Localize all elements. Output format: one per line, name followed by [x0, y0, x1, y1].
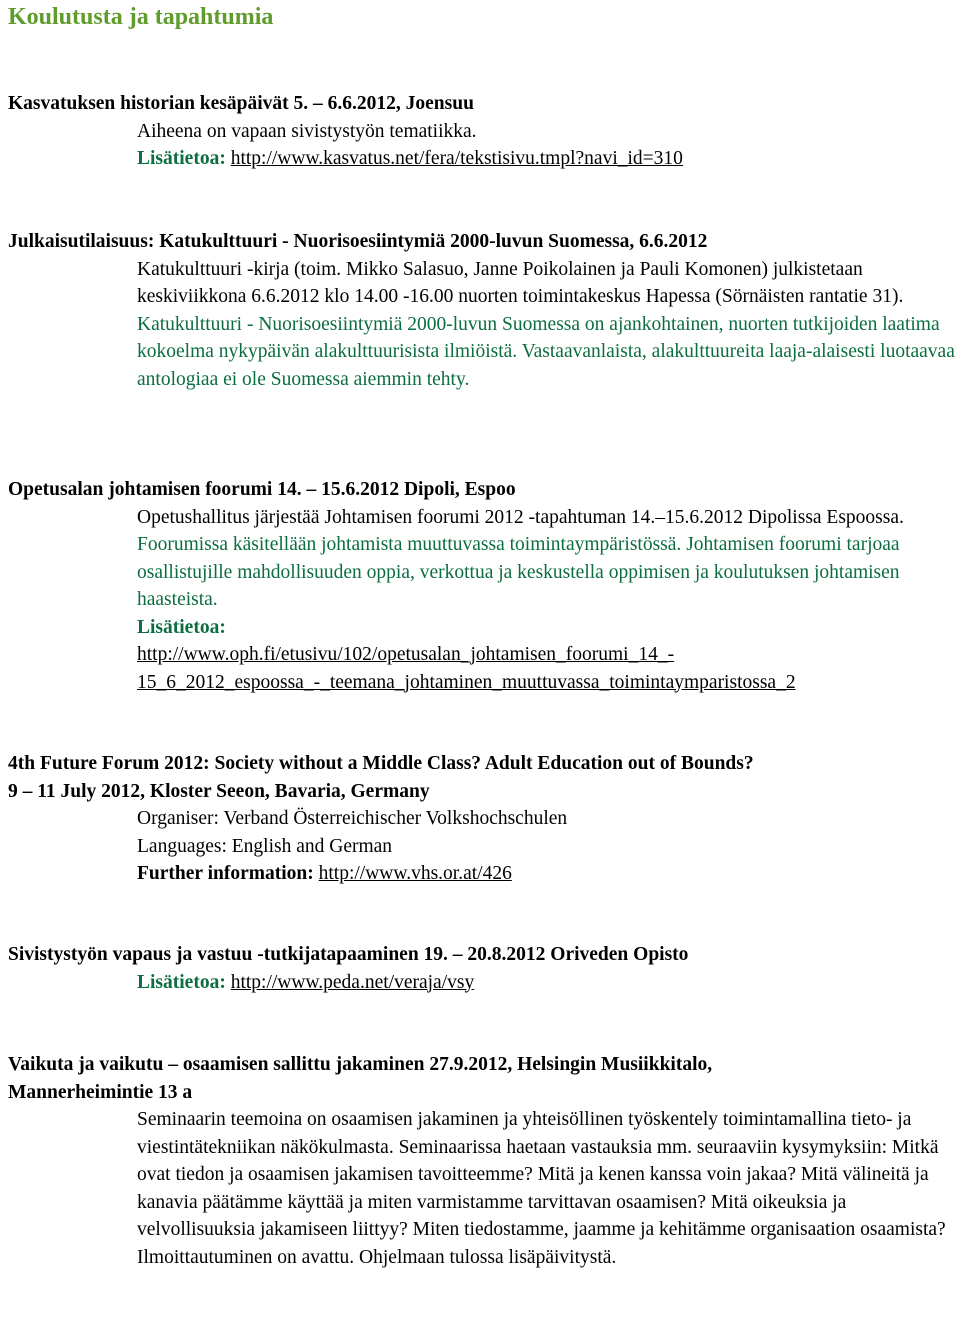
event-date-location: 9 – 11 July 2012, Kloster Seeon, Bavaria, Germany: [8, 780, 430, 802]
event-heading: Julkaisutilaisuus: Katukulttuuri - Nuorisoesiintymiä 2000-luvun Suomessa, 6.6.2012: [8, 231, 708, 252]
event-future-forum: [8, 750, 956, 888]
event-heading: Opetusalan johtamisen foorumi 14. – 15.6.2012 Dipoli, Espoo: [8, 479, 516, 500]
event-note: Ilmoittautuminen on avattu. Ohjelmaan tulossa lisäpäivitystä.: [137, 1246, 617, 1268]
description-part-a: Opetushallitus järjestää Johtamisen foorumi 2012 -tapahtuman 14.–15.6.2012 Dipolissa Espoossa.: [137, 506, 904, 528]
info-label: Lisätietoa:: [137, 616, 226, 638]
event-fera-summer-days: [8, 90, 956, 173]
info-link-line-2: [8, 669, 956, 697]
info-link[interactable]: http://www.vhs.or.at/426: [318, 863, 512, 884]
event-johtamisen-foorumi: [8, 476, 956, 696]
event-heading: Vaikuta ja vaikutu – osaamisen sallittu jakaminen 27.9.2012, Helsingin Musiikkitalo,: [8, 1054, 713, 1075]
info-label: Lisätietoa:: [137, 971, 226, 993]
event-organiser: Organiser: Verband Österreichischer Volkshochschulen: [137, 808, 568, 829]
info-link-line-1: [8, 641, 956, 669]
description-part-c: Johtamisen foorumi tarjoaa osallistujille mahdollisuuden oppia, verkottua ja keskustella oppimisen ja koulutuksen johtamisen haasteista.: [137, 534, 900, 610]
event-vaikuta-ja-vaikutu: [8, 1051, 956, 1271]
info-link[interactable]: http://www.peda.net/veraja/vsy: [230, 971, 475, 993]
description-part-a: Katukulttuuri -kirja (toim. Mikko Salasuo, Janne Poikolainen ja Pauli Komonen) julkistetaan keskiviikkona 6.6.2012 klo 14.00 -16.00 nuorten toimintakeskus Hapessa (Sörnäisten rantatie 31).: [137, 258, 904, 307]
event-tutkijatapaaminen: [8, 941, 956, 996]
event-katukulttuuri-launch: [8, 228, 956, 393]
event-info-line: [8, 860, 956, 888]
info-link-part-2[interactable]: 15_6_2012_espoossa_-_teemana_johtaminen_muuttuvassa_toimintaymparistossa_2: [137, 671, 796, 693]
info-label: Lisätietoa:: [137, 148, 226, 169]
page-title: Koulutusta ja tapahtumia: [8, 4, 274, 30]
event-description: [8, 504, 956, 614]
description-part-b: Foorumissa käsitellään johtamista muuttuvassa toimintaympäristössä.: [137, 534, 682, 555]
event-languages: Languages: English and German: [137, 835, 393, 857]
event-description: Seminaarin teemoina on osaamisen jakaminen ja yhteisöllinen työskentely toimintamallina tieto- ja viestintätekniikan näkökulmasta. Seminaarissa haetaan vastauksia mm. seuraaviin kysymyksiin: Mitkä ovat tiedon ja osaamisen jakamisen tavoitteemme? Mitä ja kenen kanssa voin jakaa? Mitä välineitä ja kanavia päätämme käyttää ja miten varmistamme tarvittavan osaamisen? Mitä oikeuksia ja velvollisuuksia jakamiseen liittyy? Miten tiedostamme, jaamme ja kehitämme organisaation osaamista?: [137, 1109, 946, 1240]
info-link[interactable]: http://www.kasvatus.net/fera/tekstisivu.tmpl?navi_id=310: [230, 148, 683, 169]
description-part-b: Katukulttuuri - Nuorisoesiintymiä 2000-luvun Suomessa on ajankohtainen, nuorten tutkijoiden laatima kokoelma nykypäivän alakulttuurisista ilmiöistä.: [137, 313, 940, 362]
event-heading: 4th Future Forum 2012: Society without a Middle Class? Adult Education out of Bounds?: [8, 753, 754, 774]
event-info-line: [8, 969, 956, 997]
event-location: Mannerheimintie 13 a: [8, 1081, 193, 1103]
event-description: [8, 256, 956, 394]
description-part-c: Vastaavanlaista, alakulttuureita laaja-alaisesti luotaavaa antologiaa ei ole Suomessa aiemmin tehty.: [137, 341, 955, 390]
event-description: Aiheena on vapaan sivistystyön tematiikka.: [137, 120, 477, 142]
info-label: Further information:: [137, 863, 314, 884]
event-heading: Kasvatuksen historian kesäpäivät 5. – 6.6.2012, Joensuu: [8, 93, 474, 114]
event-heading: Sivistystyön vapaus ja vastuu -tutkijatapaaminen 19. – 20.8.2012 Oriveden Opisto: [8, 944, 689, 965]
info-link-part-1[interactable]: http://www.oph.fi/etusivu/102/opetusalan_johtamisen_foorumi_14_-: [137, 644, 675, 665]
event-info-line: [8, 145, 956, 173]
